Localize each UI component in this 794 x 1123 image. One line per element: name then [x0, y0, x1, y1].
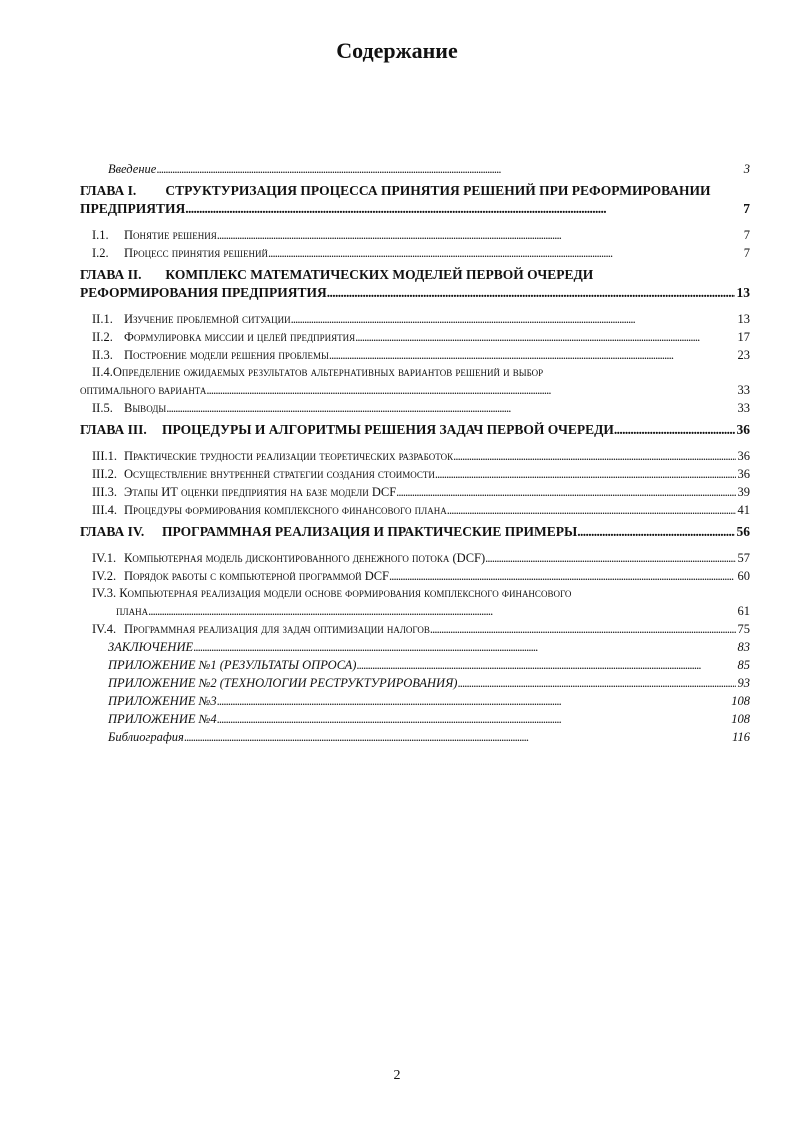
toc-entry-section[interactable] [80, 346, 750, 364]
section-page: 23 [737, 348, 750, 362]
toc-entry-title: ПРИЛОЖЕНИЕ №2 (ТЕХНОЛОГИИ РЕСТРУКТУРИРОВАНИЯ) [108, 676, 458, 690]
toc-entry-section[interactable] [80, 501, 750, 519]
section-title: Выводы [124, 401, 167, 415]
section-title: Компьютерная модель дисконтированного денежного потока (DCF) [124, 551, 486, 565]
section-number: IV.1. [92, 551, 117, 565]
toc-entry-page: 116 [732, 730, 750, 744]
leader-dots [356, 656, 735, 674]
toc-entry-section[interactable] [80, 620, 750, 638]
toc-entry-section[interactable] [80, 226, 750, 244]
section-number: III.4. [92, 503, 117, 517]
toc-entry-section[interactable] [80, 310, 750, 328]
toc-entry-title: ПРИЛОЖЕНИЕ №1 (РЕЗУЛЬТАТЫ ОПРОСА) [108, 658, 357, 672]
toc-entry-section[interactable] [80, 585, 750, 602]
leader-dots [184, 728, 730, 746]
leader-dots [614, 421, 735, 439]
section-title: Порядок работы с компьютерной программой DCF [124, 569, 390, 583]
toc-entry-title: ПРИЛОЖЕНИЕ №3 [108, 694, 217, 708]
chapter-title: КОМПЛЕКС МАТЕМАТИЧЕСКИХ МОДЕЛЕЙ ПЕРВОЙ ОЧЕРЕДИ [165, 267, 594, 282]
section-number: III.1. [92, 449, 117, 463]
toc-entry-section[interactable] [80, 244, 750, 262]
leader-dots [355, 328, 735, 346]
section-page: 57 [737, 551, 750, 565]
leader-dots [453, 447, 735, 465]
section-title-cont: оптимального варианта [80, 383, 207, 397]
toc-entry-page: 85 [737, 658, 750, 672]
toc-entry-appendix-2[interactable] [80, 674, 750, 692]
section-title: Формулировка миссии и целей предприятия [124, 330, 356, 344]
chapter-page: 13 [736, 285, 750, 300]
section-number: IV.4. [92, 622, 117, 636]
leader-dots [156, 160, 741, 178]
toc-entry-section-cont[interactable] [80, 602, 750, 620]
toc-entry-title: Введение [108, 162, 157, 176]
leader-dots [291, 310, 736, 328]
toc-entry-appendix-4[interactable] [80, 710, 750, 728]
toc-chapter-3[interactable] [80, 421, 750, 439]
leader-dots [396, 483, 735, 501]
toc-entry-page: 3 [743, 162, 750, 176]
toc-entry-section[interactable] [80, 483, 750, 501]
toc-entry-page: 93 [737, 676, 750, 690]
page-number: 2 [393, 1068, 401, 1083]
section-title: Определение ожидаемых результатов альтернативных вариантов решений и выбор [112, 365, 544, 379]
toc-chapter-2[interactable] [80, 266, 750, 302]
section-number: IV.3. [92, 586, 117, 600]
chapter-page: 56 [736, 524, 750, 539]
section-number: III.3. [92, 485, 117, 499]
chapter-label: ГЛАВА III. [80, 422, 147, 437]
section-number: I.1. [92, 228, 109, 242]
leader-dots [435, 465, 736, 483]
toc-entry-intro[interactable] [80, 160, 750, 178]
toc-entry-page: 108 [731, 712, 750, 726]
leader-dots [327, 284, 735, 302]
toc-entry-conclusion[interactable] [80, 638, 750, 656]
toc-entry-page: 83 [737, 640, 750, 654]
chapter-label: ГЛАВА IV. [80, 524, 145, 539]
leader-dots [389, 567, 735, 585]
chapter-label: ГЛАВА I. [80, 183, 137, 198]
section-number: II.1. [92, 312, 113, 326]
table-of-contents [80, 160, 750, 746]
leader-dots [166, 399, 735, 417]
section-page: 33 [737, 383, 750, 397]
toc-entry-section[interactable] [80, 328, 750, 346]
section-title: Построение модели решения проблемы [124, 348, 329, 362]
section-page: 13 [737, 312, 750, 326]
chapter-page: 36 [736, 422, 750, 437]
section-page: 75 [737, 622, 750, 636]
leader-dots [185, 200, 741, 218]
section-page: 36 [737, 467, 750, 481]
toc-entry-section[interactable] [80, 447, 750, 465]
leader-dots [217, 710, 730, 728]
leader-dots [206, 381, 735, 399]
toc-entry-section[interactable] [80, 549, 750, 567]
toc-entry-section[interactable] [80, 465, 750, 483]
section-title: Этапы ИТ оценки предприятия на базе модели DCF [124, 485, 397, 499]
section-number: II.4. [92, 365, 113, 379]
section-page: 36 [737, 449, 750, 463]
chapter-title-cont: ПРЕДПРИЯТИЯ [80, 201, 186, 216]
toc-entry-bibliography[interactable] [80, 728, 750, 746]
section-page: 7 [743, 246, 750, 260]
section-page: 61 [737, 604, 750, 618]
toc-entry-section[interactable] [80, 399, 750, 417]
leader-dots [329, 346, 736, 364]
toc-entry-section-cont[interactable] [80, 381, 750, 399]
section-page: 7 [743, 228, 750, 242]
toc-entry-appendix-3[interactable] [80, 692, 750, 710]
leader-dots [430, 620, 736, 638]
chapter-title: СТРУКТУРИЗАЦИЯ ПРОЦЕССА ПРИНЯТИЯ РЕШЕНИЙ ПРИ РЕФОРМИРОВАНИИ [165, 183, 711, 198]
section-number: III.2. [92, 467, 117, 481]
chapter-label: ГЛАВА II. [80, 267, 142, 282]
leader-dots [217, 226, 742, 244]
leader-dots [457, 674, 735, 692]
section-title: Программная реализация для задач оптимизации налогов [124, 622, 430, 636]
chapter-title-cont: РЕФОРМИРОВАНИЯ ПРЕДПРИЯТИЯ [80, 285, 327, 300]
toc-chapter-4[interactable] [80, 523, 750, 541]
leader-dots [148, 602, 735, 620]
toc-entry-appendix-1[interactable] [80, 656, 750, 674]
section-number: I.2. [92, 246, 109, 260]
toc-entry-title: ПРИЛОЖЕНИЕ №4 [108, 712, 217, 726]
leader-dots [193, 638, 735, 656]
section-page: 41 [737, 503, 750, 517]
leader-dots [447, 501, 736, 519]
toc-entry-page: 108 [731, 694, 750, 708]
chapter-page: 7 [743, 201, 750, 216]
section-number: IV.2. [92, 569, 117, 583]
section-number: II.3. [92, 348, 113, 362]
leader-dots [217, 692, 730, 710]
section-title: Осуществление внутренней стратегии создания стоимости [124, 467, 435, 481]
section-title: Процедуры формирования комплексного финансового плана [124, 503, 447, 517]
toc-entry-section[interactable] [80, 567, 750, 585]
section-title: Понятие решения [124, 228, 217, 242]
chapter-title: ПРОЦЕДУРЫ И АЛГОРИТМЫ РЕШЕНИЯ ЗАДАЧ ПЕРВОЙ ОЧЕРЕДИ [162, 422, 614, 437]
section-title: Процесс принятия решений [124, 246, 268, 260]
section-number: II.5. [92, 401, 113, 415]
toc-entry-title: ЗАКЛЮЧЕНИЕ [108, 640, 194, 654]
chapter-title: ПРОГРАММНАЯ РЕАЛИЗАЦИЯ И ПРАКТИЧЕСКИЕ ПРИМЕРЫ [162, 524, 578, 539]
section-title: Изучение проблемной ситуации [124, 312, 291, 326]
section-number: II.2. [92, 330, 113, 344]
section-title: Компьютерная реализация модели основе формирования комплексного финансового [119, 586, 572, 600]
toc-entry-section[interactable] [80, 364, 750, 381]
section-page: 39 [737, 485, 750, 499]
section-title: Практические трудности реализации теоретических разработок [124, 449, 454, 463]
section-page: 17 [737, 330, 750, 344]
page-title: Содержание [336, 38, 458, 63]
leader-dots [268, 244, 742, 262]
section-page: 60 [737, 569, 750, 583]
toc-entry-title: Библиография [108, 730, 184, 744]
section-page: 33 [737, 401, 750, 415]
section-title-cont: плана [116, 604, 149, 618]
toc-chapter-1[interactable] [80, 182, 750, 218]
leader-dots [485, 549, 735, 567]
leader-dots [577, 523, 734, 541]
